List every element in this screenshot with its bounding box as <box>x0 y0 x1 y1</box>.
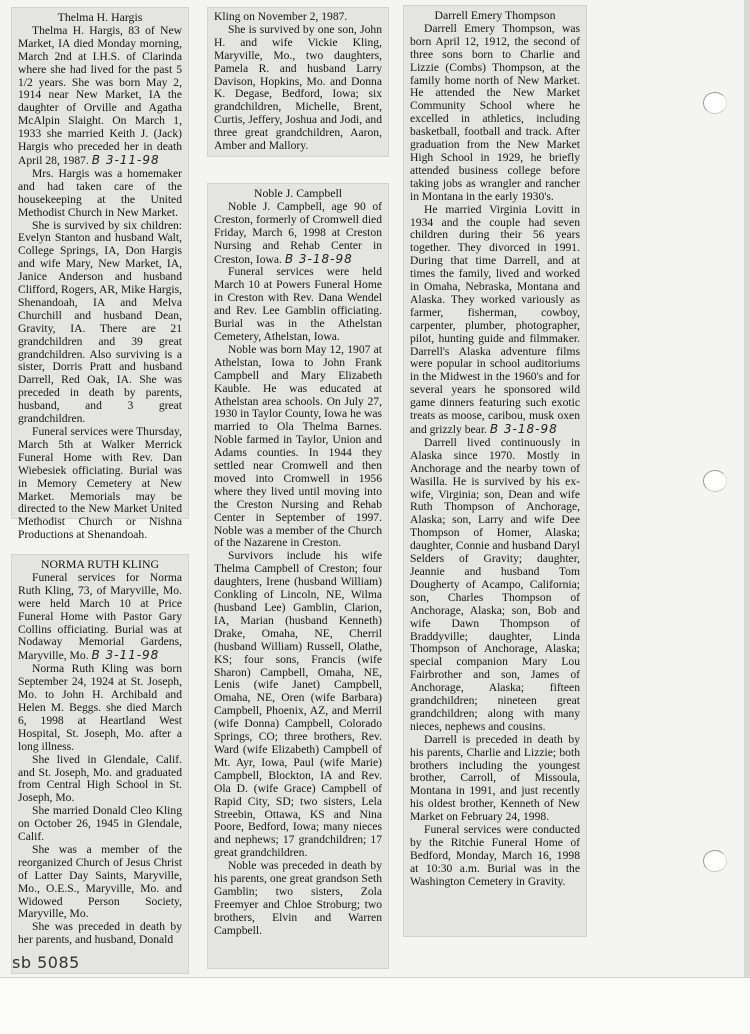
obituary-noble-campbell <box>208 184 388 968</box>
paragraph: She was preceded in death by her parents, and husband, Donald <box>18 920 182 947</box>
paragraph: Thelma H. Hargis, 83 of New Market, IA died Monday morning, March 2nd at I.H.S. of Clarinda where she had lived for the past 5 1/2 years. She was born May 2, 1914 near New Market, IA the daughter of Orville and Agatha McAlpin Slaight. On March 1, 1933 she married Keith J. (Jack) Hargis who preceded her in death April 28, 1987. B 3-11-98 <box>18 23 182 167</box>
paragraph: He married Virginia Lovitt in 1934 and the couple had seven children during their 56 years together. They divorced in 1991. During that time Darrell, and at times the family, lived and worked in Omaha, Nebraska, Montana and Alaska. They worked variously as farmer, fisherman, cowboy, carpenter, plumber, photographer, pilot, hunting guide and filmmaker. Darrell's Alaska adventure films were popular in school auditoriums in the Midwest in the 1960's and for several years he sponsored wild game dinners featuring such exotic treats as moose, caribou, musk oxen and grizzly bear. B 3-18-98 <box>410 202 580 436</box>
obituary-norma-kling-continued <box>208 8 388 156</box>
page-stamp: sb 5085 <box>12 953 80 972</box>
paragraph: Survivors include his wife Thelma Campbell of Creston; four daughters, Irene (husband William) Conkling of Lincoln, NE, Wilma (husband Lee) Gamblin, Clarion, IA, Marian (husband Kenneth) Drake, Omaha, NE, Cherril (husband William) Russell, Olathe, KS; four sons, Francis (wife Sharon) Campbell, Omaha, NE, Lenis (wife Janet) Campbell, Omaha, NE, Oren (wife Barbara) Campbell, Phoenix, AZ, and Merril (wife Donna) Campbell, Colorado Springs, CO; three brothers, Rev. Ward (wife Elizabeth) Campbell of Mt. Ayr, Iowa, Paul (wife Marie) Campbell, Blockton, IA and Rev. Ola D. (wife Grace) Campbell of Rapid City, SD; two sisters, Lela Streebin, Ottawa, KS and Nina Poore, Bedford, Iowa; many nieces and nephews; 17 grandchildren; 17 great grandchildren. <box>214 549 382 860</box>
handwritten-date: B 3-11-98 <box>91 152 160 167</box>
page-edge-shadow <box>744 0 750 977</box>
headline: NORMA RUTH KLING <box>41 557 159 571</box>
paragraph: Funeral services were conducted by the Ritchie Funeral Home of Bedford, Monday, March 16, 1998 at 10:30 a.m. Burial was in the Washington Cemetery in Gravity. <box>410 823 580 888</box>
obituary-thelma-hargis <box>12 8 188 542</box>
paragraph: Funeral services were held March 10 at Powers Funeral Home in Creston with Rev. Dana Wendel and Rev. Lee Gamblin officiating. Burial was in the Athelstan Cemetery, Athelstan, Iowa. <box>214 265 382 343</box>
handwritten-date: B 3-18-98 <box>489 422 558 436</box>
paragraph: She lived in Glendale, Calif. and St. Joseph, Mo. and graduated from Central High School in St. Joseph, Mo. <box>18 752 182 805</box>
obituary-norma-kling <box>12 555 188 973</box>
paragraph: Kling on November 2, 1987. <box>214 10 348 23</box>
binder-hole-middle <box>703 470 727 492</box>
binder-hole-bottom <box>703 850 727 872</box>
paragraph: She is survived by six children: Evelyn Stanton and husband Walt, College Springs, IA, Don Hargis and wife Mary, New Market, IA, Janice Anderson and husband Clifford, Rogers, AR, Mike Hargis, Shenandoah, IA and Melva Churchill and husband Dean, Gravity, IA. There are 21 grandchildren and 39 great grandchildren. Also surviving is a sister, Dorris Pratt and husband Darrell, Red Oak, IA. She was preceded in death by parents, husband, and 3 great grandchildren. <box>18 218 182 426</box>
paragraph: Noble was preceded in death by his parents, one great grandson Seth Gamblin; two sisters, Zola Freemyer and Chloe Stroburg; two brothers, Elvin and Warren Campbell. <box>214 859 382 937</box>
headline: Darrell Emery Thompson <box>434 8 556 22</box>
handwritten-date: B 3-18-98 <box>284 251 353 266</box>
headline: Thelma H. Hargis <box>57 10 143 24</box>
paragraph: Funeral services were Thursday, March 5th at Walker Merrick Funeral Home with Rev. Dan Wiebesiek officiating. Burial was in Memory Cemetery at New Market. Memorials may be directed to the New Market United Methodist Church or Nishna Productions at Shenandoah. <box>18 425 182 542</box>
paragraph: Mrs. Hargis was a homemaker and had taken care of the housekeeping at the United Methodist Church in New Market. <box>18 166 182 219</box>
binder-hole-top <box>703 92 727 114</box>
paragraph: She is survived by one son, John H. and wife Vickie Kling, Maryville, Mo., two daughters, Pamela R. and husband Larry Davison, Hopkins, Mo. and Donna K. Degase, Bedford, Iowa; six grandchildren, Michelle, Brent, Curtis, Jeffery, Joshua and Jodi, and three great grandchildren, Aaron, Amber and Mallory. <box>214 22 382 153</box>
paragraph: Norma Ruth Kling was born September 24, 1924 at St. Joseph, Mo. to John H. Archibald and Helen M. Beggs. she died March 6, 1998 at Heartland West Hospital, St. Joseph, Mo. after a long illness. <box>18 662 182 753</box>
paragraph: Darrell Emery Thompson, was born April 12, 1912, the second of three sons born to Charlie and Lizzie (Combs) Thompson, at the family home north of New Market. He attended the New Market Community School where he excelled in athletics, including basketball, football and track. After graduation from the New Market High School in 1929, he briefly attended business college before taking jobs as wrangler and rancher in Montana in the early 1930's. <box>410 21 580 203</box>
headline: Noble J. Campbell <box>253 186 343 200</box>
paragraph: Darrell is preceded in death by his parents, Charlie and Lizzie; both brothers including the youngest brother, Carroll, of Missoula, Montana in 1991, and just recently his oldest brother, Kenneth of New Market on February 24, 1998. <box>410 732 580 824</box>
paragraph: Noble J. Campbell, age 90 of Creston, formerly of Cromwell died Friday, March 6, 1998 at Creston Nursing and Rehab Center in Creston, Iowa. B 3-18-98 <box>214 199 382 266</box>
paragraph: Funeral services for Norma Ruth Kling, 73, of Maryville, Mo. were held March 10 at Price Funeral Home with Pastor Gary Collins officiating. Burial was at Nodaway Memorial Gardens, Maryville, Mo. B 3-11-98 <box>18 570 182 663</box>
paragraph: Noble was born May 12, 1907 at Athelstan, Iowa to John Frank Campbell and Mary Elizabeth Kauble. He was educated at Athelstan area schools. On July 27, 1930 in Taylor County, Iowa he was married to Ola Thelma Barnes. Noble farmed in Taylor, Union and Adams counties. In 1944 they settled near Cromwell and then moved into Cromwell in 1956 where they lived until moving into the Creston Nursing and Rehab Center in September of 1997. Noble was a member of the Church of the Nazarene in Creston. <box>214 342 382 550</box>
paragraph: Darrell lived continuously in Alaska since 1970. Mostly in Anchorage and the nearby town of Wasilla. He is survived by his ex-wife, Virginia; son, Dean and wife Ruth Thompson of Anchorage, Alaska; son, Larry and wife Dee Thompson of Homer, Alaska; daughter, Connie and husband Daryl Selders of Gravity; daughter, Jeannie and husband Tom Dougherty of Acampo, California; son, Charles Thompson of Anchorage, Alaska; son, Bob and wife Dawn Thompson of Braddyville; daughter, Linda Thompson of Anchorage, Alaska; special companion Mary Lou Fairbrother and son, James of Anchorage, Alaska; fifteen grandchildren; nineteen great grandchildren; along with many nieces, nephews and cousins. <box>410 435 580 733</box>
obituary-darrell-thompson <box>404 6 586 936</box>
scanner-bed <box>0 977 750 1034</box>
paragraph: She was a member of the reorganized Church of Jesus Christ of Latter Day Saints, Maryville, Mo., O.E.S., Maryville, Mo. and Widowed Person Society, Maryville, Mo. <box>18 842 182 921</box>
paragraph: She married Donald Cleo Kling on October 26, 1945 in Glendale, Calif. <box>18 804 182 844</box>
handwritten-date: B 3-11-98 <box>91 648 160 663</box>
